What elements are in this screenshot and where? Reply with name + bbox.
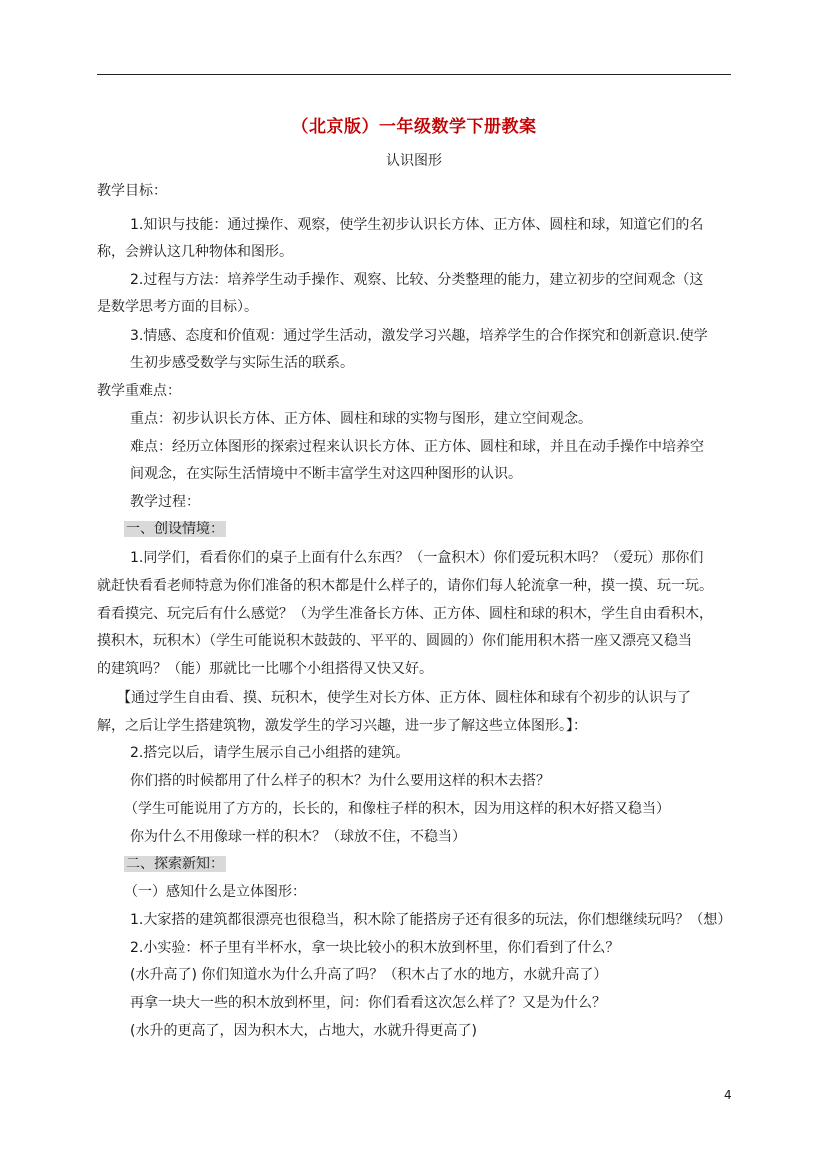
paragraph-line: 2.搭完以后，请学生展示自己小组搭的建筑。: [130, 745, 410, 761]
header-rule: [97, 74, 731, 75]
paragraph-line: (水升高了) 你们知道水为什么升高了吗？（积木占了水的地方，水就升高了）: [130, 967, 608, 983]
paragraph-line: 的建筑吗？（能）那就比一比哪个小组搭得又快又好。: [97, 661, 433, 677]
paragraph-line: 难点：经历立体图形的探索过程来认识长方体、正方体、圆柱和球，并且在动手操作中培养空: [130, 439, 704, 455]
page-title: （北京版）一年级数学下册教案: [291, 117, 537, 137]
paragraph-line: 2.过程与方法：培养学生动手操作、观察、比较、分类整理的能力，建立初步的空间观念（这: [130, 272, 704, 288]
paragraph-line: 你们搭的时候都用了什么样子的积木？为什么要用这样的积木去搭？: [130, 773, 550, 789]
paragraph-line: （学生可能说用了方方的，长长的，和像柱子样的积木，因为用这样的积木好搭又稳当）: [124, 801, 670, 817]
paragraph-line: 就赶快看看老师特意为你们准备的积木都是什么样子的，请你们每人轮流拿一种，摸一摸、玩一玩。: [97, 578, 713, 594]
section-heading-key-points: 教学重难点：: [97, 383, 181, 399]
paragraph-line: 是数学思考方面的目标）。: [97, 299, 258, 315]
paragraph-line: 摸积木，玩积木）（学生可能说积木鼓鼓的、平平的、圆圆的）你们能用积木搭一座又漂亮又稳当: [97, 633, 692, 649]
paragraph-line: 1.知识与技能：通过操作、观察，使学生初步认识长方体、正方体、圆柱和球，知道它们的名: [130, 217, 704, 233]
section-heading-goals: 教学目标：: [97, 183, 167, 199]
highlighted-heading-1: 一、创设情境：: [126, 521, 224, 537]
page-number: 4: [724, 1088, 732, 1102]
paragraph-line: 再拿一块大一些的积木放到杯里，问：你们看看这次怎么样了？又是为什么？: [130, 995, 606, 1011]
paragraph-line: (水升的更高了，因为积木大，占地大，水就升得更高了): [130, 1023, 477, 1039]
paragraph-line: 【通过学生自由看、摸、玩积木，使学生对长方体、正方体、圆柱体和球有个初步的认识与了: [117, 690, 691, 706]
page-subtitle: 认识图形: [386, 153, 442, 169]
paragraph-line: 解，之后让学生搭建筑物，激发学生的学习兴趣，进一步了解这些立体图形。】：: [97, 718, 587, 734]
section-heading-process: 教学过程：: [130, 494, 200, 510]
paragraph-line: 1.同学们，看看你们的桌子上面有什么东西？（一盒积木）你们爱玩积木吗？（爱玩）那你们: [130, 550, 704, 566]
paragraph-line: 你为什么不用像球一样的积木？（球放不住，不稳当）: [130, 829, 466, 845]
paragraph-line: 1.大家搭的建筑都很漂亮也很稳当，积木除了能搭房子还有很多的玩法，你们想继续玩吗？（想）: [130, 912, 732, 928]
paragraph-line: 看看摸完、玩完后有什么感觉？（为学生准备长方体、正方体、圆柱和球的积木，学生自由看积木，: [97, 606, 713, 622]
paragraph-line: 2.小实验：杯子里有半杯水，拿一块比较小的积木放到杯里，你们看到了什么？: [130, 940, 620, 956]
paragraph-line: 称，会辨认这几种物体和图形。: [97, 244, 293, 260]
paragraph-line: 生初步感受数学与实际生活的联系。: [130, 355, 354, 371]
paragraph-line: （一）感知什么是立体图形：: [124, 884, 306, 900]
paragraph-line: 3.情感、态度和价值观：通过学生活动，激发学习兴趣，培养学生的合作探究和创新意识.使学: [130, 328, 708, 344]
highlighted-heading-2: 二、探索新知：: [126, 856, 224, 872]
paragraph-line: 间观念，在实际生活情境中不断丰富学生对这四种图形的认识。: [130, 466, 522, 482]
paragraph-line: 重点：初步认识长方体、正方体、圆柱和球的实物与图形，建立空间观念。: [130, 411, 592, 427]
